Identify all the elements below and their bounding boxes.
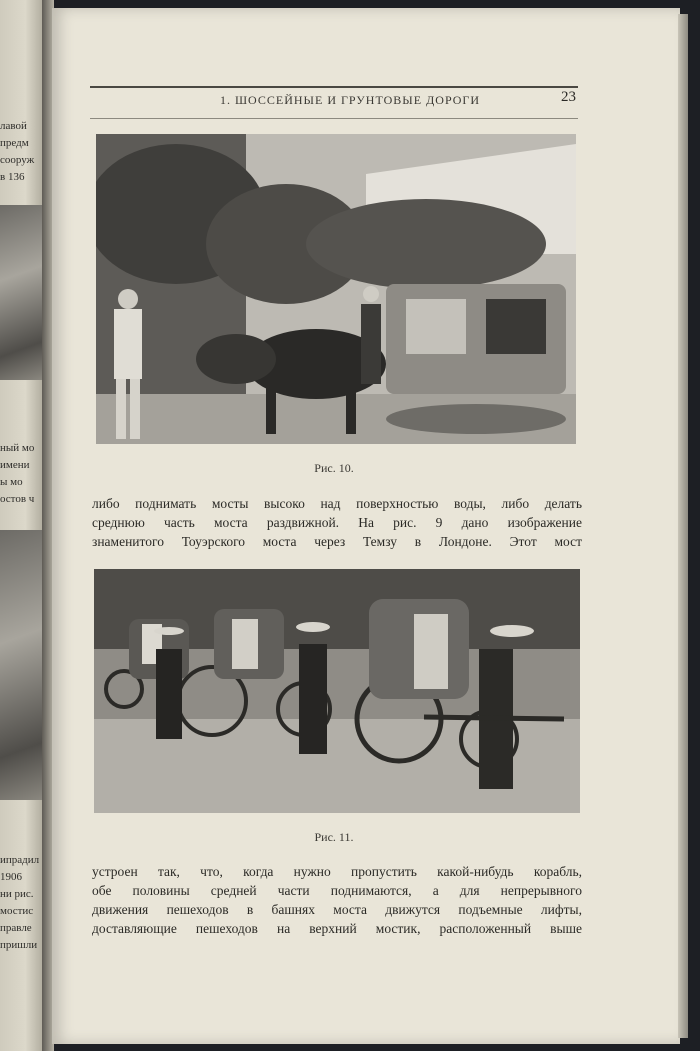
figure-11-illustration: [94, 569, 580, 813]
left-page-text-fragment: ни рис.: [0, 888, 34, 900]
left-page-text-fragment: лавой: [0, 120, 27, 132]
paragraph-1-line: знаменитого Тоуэрского моста через Темзу в Лондоне. Этот мост: [92, 534, 582, 549]
left-page-text-fragment: имени: [0, 459, 30, 471]
header-rule: [90, 118, 578, 119]
paragraph-1-line: либо поднимать мосты высоко над поверхностью воды, либо делать: [92, 496, 582, 511]
page-stack-edge: [678, 14, 688, 1038]
left-page-text-fragment: ы мо: [0, 476, 23, 488]
left-page-text-fragment: предм: [0, 137, 29, 149]
paragraph-2-line: доставляющие пешеходов на верхний мостик, расположенный выше: [92, 921, 582, 936]
left-page-text-fragment: правле: [0, 922, 32, 934]
figure-11-photo: [94, 569, 580, 813]
left-page-text-fragment: 1906: [0, 871, 22, 883]
page-number: 23: [561, 89, 576, 105]
paragraph-1-line: среднюю часть моста раздвижной. На рис. 9 дано изображение: [92, 515, 582, 530]
paragraph-2-line: устроен так, что, когда нужно пропустить какой-нибудь корабль,: [92, 864, 582, 879]
figure-11-caption: Рис. 11.: [314, 830, 354, 844]
left-page-text-fragment: остов ч: [0, 493, 35, 505]
left-page-text-fragment: в 136: [0, 171, 25, 183]
left-page-text-fragment: ипрадил: [0, 854, 40, 866]
left-page-text-fragment: сооруж: [0, 154, 35, 166]
running-header-title: 1. ШОССЕЙНЫЕ И ГРУНТОВЫЕ ДОРОГИ: [219, 93, 481, 107]
left-page-text-fragment: ный мо: [0, 442, 35, 454]
running-header: [90, 86, 578, 112]
book-page: [52, 8, 680, 1044]
paragraph-2-line: движения пешеходов в башнях моста движутся подъемные лифты,: [92, 902, 582, 917]
left-page-text-fragment: мостис: [0, 905, 34, 917]
figure-10-photo: [96, 134, 576, 444]
left-page-text-fragment: пришли: [0, 939, 38, 951]
paragraph-1: [92, 494, 582, 551]
left-page-photo-fragment: [0, 530, 42, 800]
paragraph-2-line: обе половины средней части поднимаются, а для непрерывного: [92, 883, 582, 898]
left-page-photo-fragment: [0, 205, 42, 380]
paragraph-2: [92, 862, 582, 938]
figure-10-illustration: [96, 134, 576, 444]
figure-10-caption: Рис. 10.: [314, 461, 354, 475]
left-page-edge: [0, 0, 46, 1051]
